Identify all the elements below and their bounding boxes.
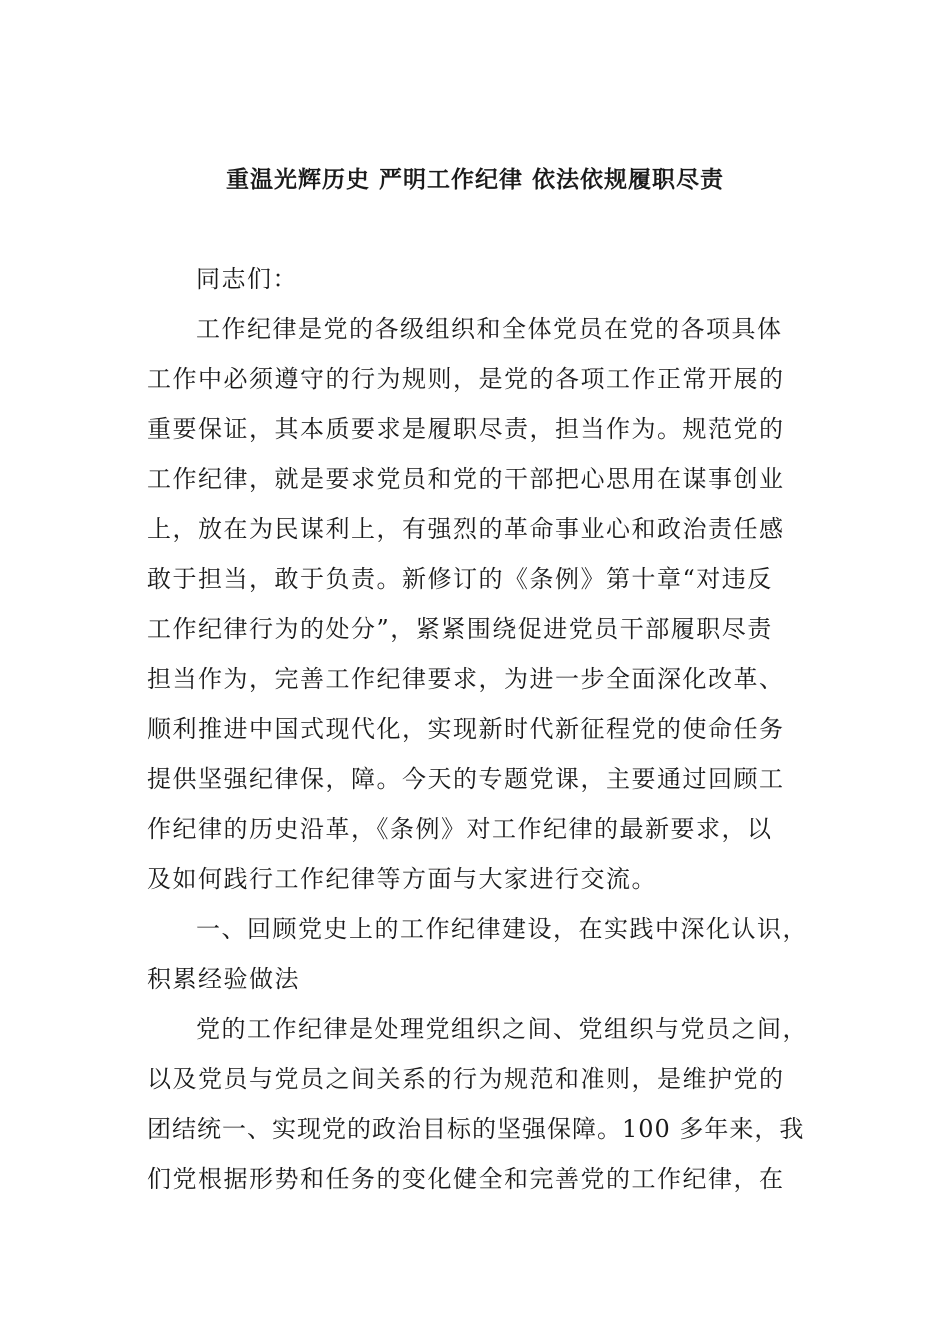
text-line: 以及党员与党员之间关系的行为规范和准则，是维护党的 <box>147 1065 785 1093</box>
text-line: 工作中必须遵守的行为规则，是党的各项工作正常开展的 <box>147 365 785 393</box>
document-body <box>147 254 807 1204</box>
text-line: 们党根据形势和任务的变化健全和完善党的工作纪律，在 <box>147 1165 785 1193</box>
document-title: 重温光辉历史 严明工作纪律 依法依规履职尽责 <box>225 167 724 193</box>
text-line: 工作纪律，就是要求党员和党的干部把心思用在谋事创业 <box>147 465 785 493</box>
text-line: 顺利推进中国式现代化，实现新时代新征程党的使命任务 <box>147 715 785 743</box>
text-line: 作纪律的历史沿革，《条例》对工作纪律的最新要求，以 <box>147 815 773 843</box>
text-line: 担当作为，完善工作纪律要求，为进一步全面深化改革、 <box>147 665 785 693</box>
text-line: 积累经验做法 <box>147 965 300 993</box>
text-line: 同志们： <box>196 265 298 293</box>
text-line: 党的工作纪律是处理党组织之间、党组织与党员之间， <box>196 1015 808 1043</box>
text-line: 工作纪律行为的处分”，紧紧围绕促进党员干部履职尽责 <box>147 615 773 643</box>
text-line: 一、回顾党史上的工作纪律建设，在实践中深化认识， <box>196 915 808 943</box>
text-line: 团结统一、实现党的政治目标的坚强保障。100 多年来，我 <box>147 1115 805 1143</box>
text-line: 提供坚强纪律保，障。今天的专题党课，主要通过回顾工 <box>147 765 785 793</box>
text-line: 及如何践行工作纪律等方面与大家进行交流。 <box>147 865 657 893</box>
text-line: 上，放在为民谋利上，有强烈的革命事业心和政治责任感 <box>147 515 785 543</box>
text-line: 工作纪律是党的各级组织和全体党员在党的各项具体 <box>196 315 783 343</box>
text-line: 重要保证，其本质要求是履职尽责，担当作为。规范党的 <box>147 415 785 443</box>
text-line: 敢于担当，敢于负责。新修订的《条例》第十章“对违反 <box>147 565 773 593</box>
